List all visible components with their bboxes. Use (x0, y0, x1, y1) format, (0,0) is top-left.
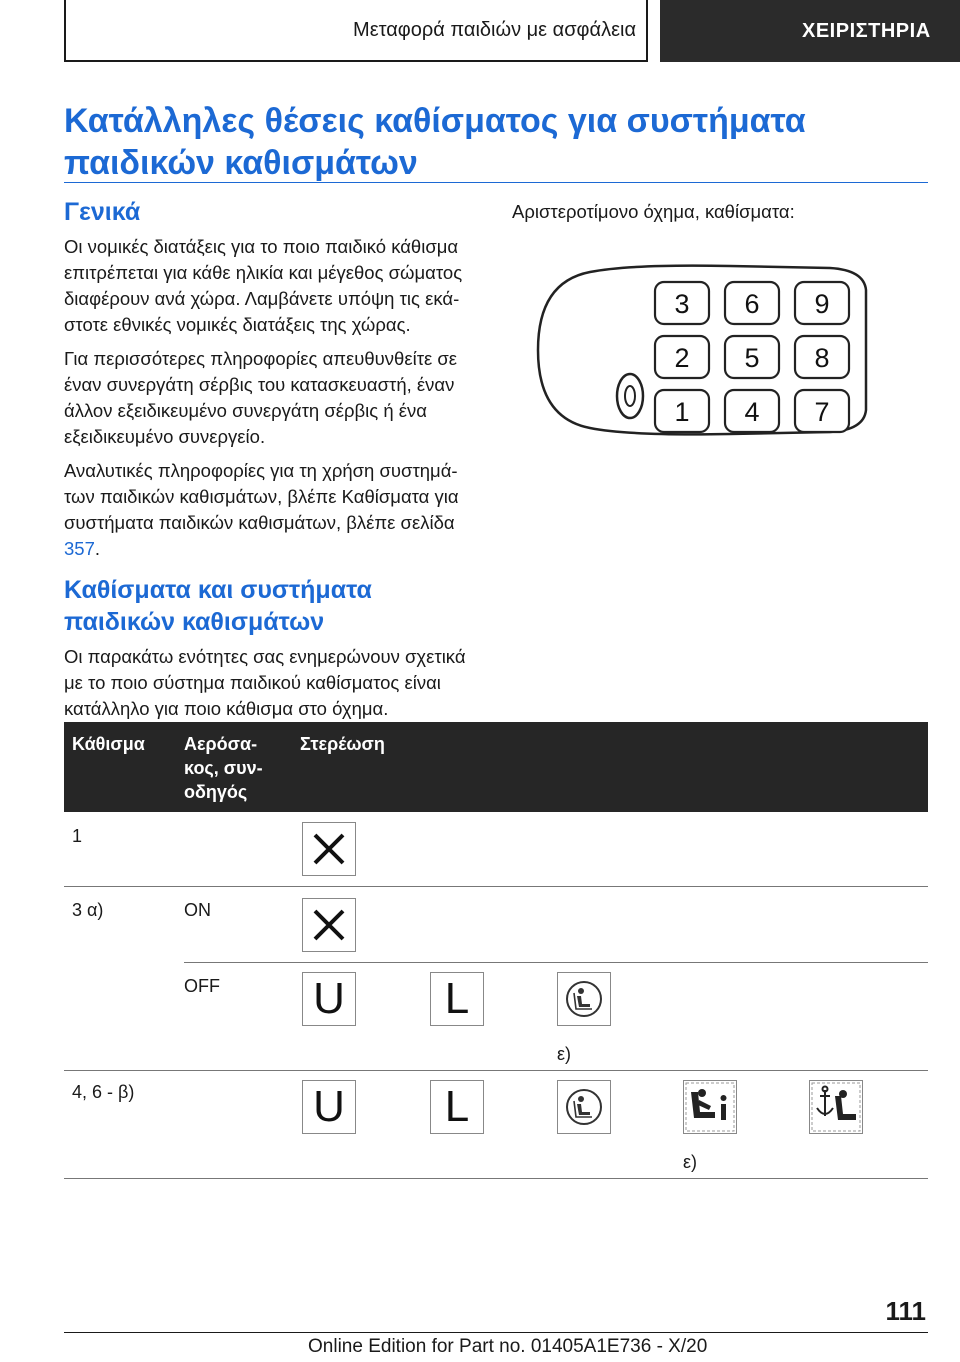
row-1-seat: 1 (72, 826, 83, 846)
row-divider (64, 886, 928, 887)
row-divider (184, 962, 928, 963)
vehicle-seat-diagram (530, 250, 870, 450)
l-letter: L (444, 1082, 470, 1131)
col-header-fixing: Στερέωση (300, 734, 385, 754)
row-3-note: ε) (557, 1044, 572, 1064)
u-letter: U (313, 974, 345, 1023)
general-heading: Γενικά (64, 198, 141, 226)
page-number: 111 (885, 1296, 926, 1326)
footer-divider (64, 1332, 928, 1333)
col-header-seat: Κάθισμα (72, 734, 145, 754)
seats-section (64, 574, 478, 722)
general-section (64, 196, 478, 562)
title-divider (64, 182, 928, 183)
child-seat-round-icon (557, 1080, 611, 1134)
l-letter: L (444, 974, 470, 1023)
seat-number: 9 (814, 289, 830, 319)
row-2-airbag: ON (184, 900, 211, 920)
semi-universal-l-icon (430, 1080, 484, 1134)
seat-number: 6 (744, 289, 760, 319)
seat-number: 3 (674, 289, 690, 319)
general-paragraph-1: Οι νομικές διατάξεις για το ποιο παιδικό κάθισμα επιτρέπεται για κάθε ηλικία και μέγεθος σώματος διαφέρουν ανά χώρα. Λαμβάνετε υπόψη τις εκάστοτε εθνικές νομικές διατάξεις της χώρας. (64, 236, 463, 335)
seats-paragraph: Οι παρακάτω ενότητες σας ενημερώνουν σχετικά με το ποιο σύστημα παιδικού καθίσματος είναι κατάλληλο για ποιο κάθισμα στο όχημα. (64, 646, 466, 719)
semi-universal-l-icon (430, 972, 484, 1026)
row-divider (64, 1070, 928, 1071)
i-size-child-seat-icon (683, 1080, 737, 1134)
row-4-note: ε) (683, 1152, 698, 1172)
general-paragraph-3-end: . (94, 538, 101, 559)
header-chapter-tab: ΧΕΙΡΙΣΤΗΡΙΑ (660, 0, 960, 62)
universal-u-icon (302, 1080, 356, 1134)
seats-heading: Καθίσματα και συστήματα παιδικών καθισμάτων (64, 576, 372, 636)
header-section-title: Μεταφορά παιδιών με ασφάλεια (64, 0, 648, 62)
u-letter: U (313, 1082, 345, 1131)
isofix-anchor-child-seat-icon (809, 1080, 863, 1134)
not-permitted-icon (302, 822, 356, 876)
table-bottom-rule (64, 1178, 928, 1179)
footer-edition: Online Edition for Part no. 01405A1E736 - X/20 (308, 1336, 708, 1357)
page-reference-link[interactable]: 357 (64, 538, 95, 559)
universal-u-icon (302, 972, 356, 1026)
child-seat-round-icon (557, 972, 611, 1026)
seat-number: 1 (674, 397, 690, 427)
table-header (64, 722, 928, 812)
general-paragraph-2: Για περισσότερες πληροφορίες απευθυνθείτε σε έναν συνεργάτη σέρβις του κατασκευαστή, έναν άλλον εξειδικευμένο συνεργάτη σέρβις ή ένα εξειδικευμένο συνεργείο. (64, 348, 458, 447)
not-permitted-icon (302, 898, 356, 952)
seat-number: 7 (814, 397, 830, 427)
diagram-caption: Αριστεροτίμονο όχημα, καθίσματα: (512, 201, 795, 222)
row-3-airbag: OFF (184, 976, 220, 996)
row-4-seat: 4, 6 - β) (72, 1082, 135, 1102)
col-header-airbag: Αερόσακος, συνοδηγός (184, 734, 263, 802)
steering-wheel-icon (617, 374, 643, 418)
seat-number: 4 (744, 397, 760, 427)
page-title: Κατάλληλες θέσεις καθίσματος για συστήματα παιδικών καθισμάτων (64, 102, 806, 182)
seat-number: 5 (744, 343, 760, 373)
seat-number: 8 (814, 343, 830, 373)
general-paragraph-3-text: Αναλυτικές πληροφορίες για τη χρήση συστημάτων παιδικών καθισμάτων, βλέπε Καθίσματα για συστήματα παιδικών καθισμάτων, βλέπε σελίδα (64, 460, 459, 533)
general-paragraph-3 (64, 458, 478, 562)
row-2-seat: 3 α) (72, 900, 104, 920)
seat-number: 2 (674, 343, 690, 373)
